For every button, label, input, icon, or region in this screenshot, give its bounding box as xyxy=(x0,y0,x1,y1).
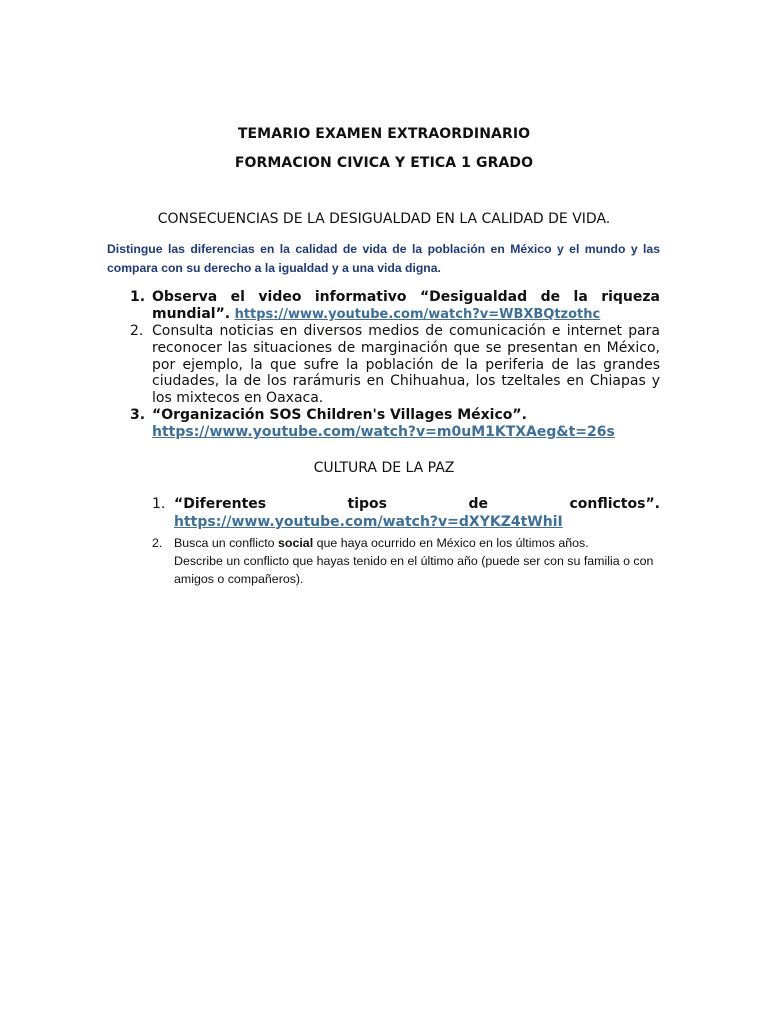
intro-paragraph: Distingue las diferencias en la calidad de vida de la población en México y el mundo y las compara con su derecho a la igualdad y a una vida digna. xyxy=(107,242,660,275)
list-item-number: 2. xyxy=(152,536,163,550)
list-item-text: “Organización SOS Children's Villages México”. xyxy=(152,407,527,423)
list-item xyxy=(152,495,660,531)
video-link[interactable]: https://www.youtube.com/watch?v=WBXBQtzothc xyxy=(234,306,601,322)
list-item-number: 3. xyxy=(130,407,146,423)
list-item-number: 2. xyxy=(130,323,144,339)
list-item-text: Describe un conflicto que hayas tenido en el último año (puede ser con su familia o con amigos o compañeros). xyxy=(174,554,654,586)
video-link[interactable]: https://www.youtube.com/watch?v=dXYKZ4tWhiI xyxy=(174,514,563,530)
list-item-text: Observa el video informativo “Desigualdad de la riqueza mundial”. xyxy=(152,289,660,322)
list-item xyxy=(130,289,660,323)
section-heading-cultura-paz: CULTURA DE LA PAZ xyxy=(313,460,455,476)
list-item-text: “Diferentes tipos de conflictos”. xyxy=(174,496,660,512)
video-link[interactable]: https://www.youtube.com/watch?v=m0uM1KTXAeg&t=26s xyxy=(152,423,615,440)
section-heading-desigualdad: CONSECUENCIAS DE LA DESIGUALDAD EN LA CALIDAD DE VIDA. xyxy=(157,211,611,227)
activity-list-desigualdad xyxy=(130,289,660,441)
list-item-number: 1. xyxy=(152,496,166,512)
list-item xyxy=(130,407,660,441)
list-item-number: 1. xyxy=(130,289,146,305)
list-item: 2. Busca un conflicto social que haya ocurrido en México en los últimos años. Describe un conflicto que hayas tenido en el último año (puede ser con su familia o con amigos o compañeros). xyxy=(152,536,654,586)
list-item xyxy=(130,323,660,407)
list-item-text: Consulta noticias en diversos medios de comunicación e internet para reconocer las situaciones de marginación que se presentan en México, por ejemplo, la que sufre la población de la periferia de las grandes ciudades, la de los rarámuris en Chihuahua, los tzeltales en Chiapas y los mixtecos en Oaxaca. xyxy=(152,323,660,407)
activity-list-cultura-paz xyxy=(152,495,660,588)
emphasis-social: social xyxy=(278,536,314,550)
document-title: TEMARIO EXAMEN EXTRAORDINARIO xyxy=(237,126,531,142)
document-subtitle: FORMACION CIVICA Y ETICA 1 GRADO xyxy=(234,155,534,171)
